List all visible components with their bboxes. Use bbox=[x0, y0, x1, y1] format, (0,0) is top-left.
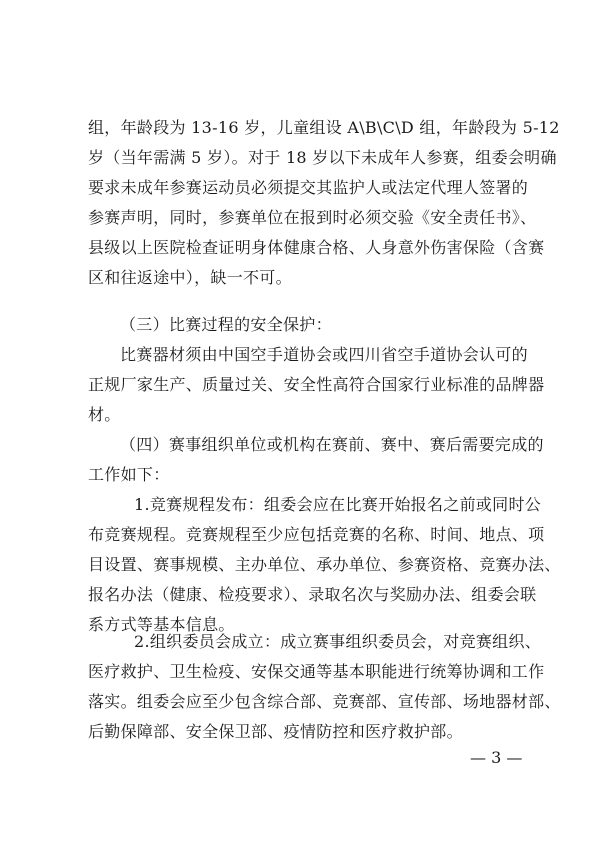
paragraph-line: 后勤保障部、安全保卫部、疫情防控和医疗救护部。 bbox=[88, 722, 463, 741]
paragraph-line: 材。 bbox=[88, 405, 121, 424]
paragraph-line: 布竞赛规程。竞赛规程至少应包括竞赛的名称、时间、地点、项 bbox=[88, 525, 545, 544]
paragraph-line: 要求未成年参赛运动员必须提交其监护人或法定代理人签署的 bbox=[88, 178, 529, 197]
paragraph-line: 参赛声明，同时，参赛单位在报到时必须交验《安全责任书》、 bbox=[88, 208, 537, 227]
paragraph-line: 1.竞赛规程发布：组委会应在比赛开始报名之前或同时公 bbox=[134, 495, 542, 514]
paragraph-line: 组，年龄段为 13-16 岁，儿童组设 A\B\C\D 组，年龄段为 5-12 bbox=[88, 118, 560, 137]
paragraph-line: 区和往返途中），缺一不可。 bbox=[88, 268, 292, 287]
paragraph-line: 报名办法（健康、检疫要求）、录取名次与奖励办法、组委会联 bbox=[88, 585, 537, 604]
page-number: — 3 — bbox=[470, 748, 523, 767]
paragraph-line: 系方式等基本信息。 bbox=[88, 615, 235, 634]
paragraph-line: 医疗救护、卫生检疫、安保交通等基本职能进行统筹协调和工作 bbox=[88, 662, 545, 681]
section-heading: （四）赛事组织单位或机构在赛前、赛中、赛后需要完成的 bbox=[120, 435, 544, 454]
paragraph-line: 目设置、赛事规模、主办单位、承办单位、参赛资格、竞赛办法、 bbox=[88, 555, 561, 574]
paragraph-line: 岁（当年需满 5 岁）。对于 18 岁以下未成年人参赛，组委会明确 bbox=[88, 148, 557, 167]
section-heading: （三）比赛过程的安全保护： bbox=[120, 315, 332, 334]
paragraph-line: 比赛器材须由中国空手道协会或四川省空手道协会认可的 bbox=[120, 345, 528, 364]
paragraph-line: 县级以上医院检查证明身体健康合格、人身意外伤害保险（含赛 bbox=[88, 238, 545, 257]
section-heading: 工作如下： bbox=[88, 465, 170, 484]
paragraph-line: 2.组织委员会成立：成立赛事组织委员会，对竞赛组织、 bbox=[134, 632, 542, 651]
paragraph-line: 正规厂家生产、质量过关、安全性高符合国家行业标准的品牌器 bbox=[88, 375, 545, 394]
paragraph-line: 落实。组委会应至少包含综合部、竞赛部、宣传部、场地器材部、 bbox=[88, 692, 561, 711]
